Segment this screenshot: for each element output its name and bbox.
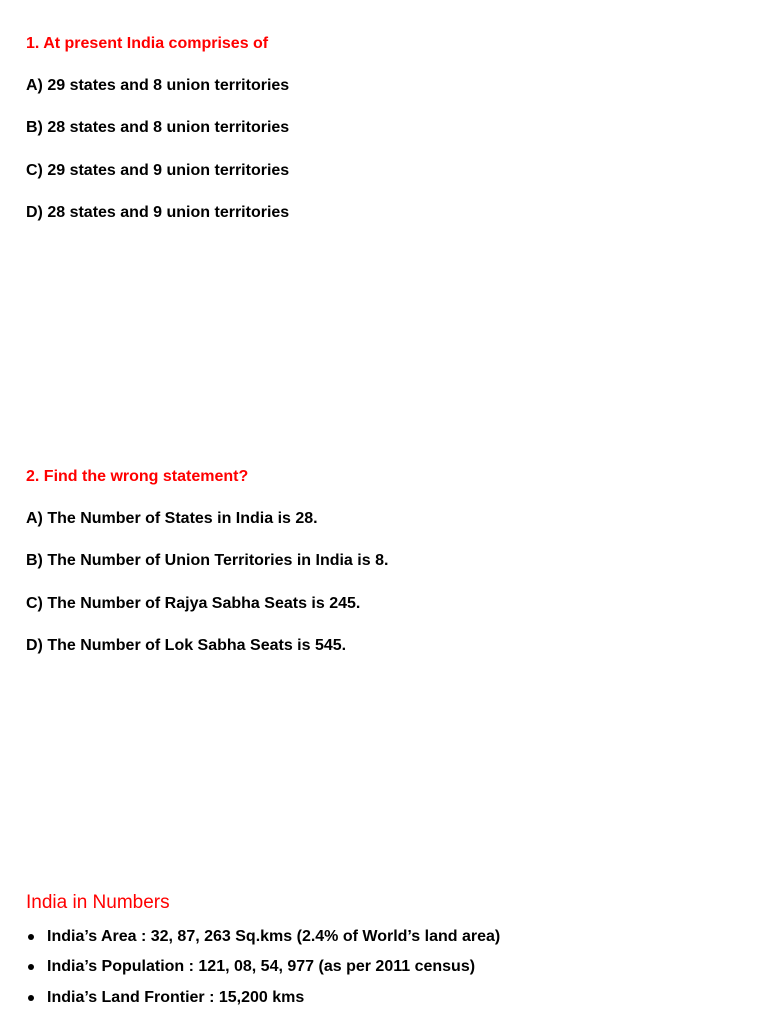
numbers-list-item (26, 957, 475, 977)
numbers-item-land-frontier: India’s Land Frontier : 15,200 kms (47, 989, 305, 1006)
bullet-icon (28, 934, 34, 940)
question-1-option-a: A) 29 states and 8 union territories (26, 77, 290, 94)
question-1-title: 1. At present India comprises of (26, 35, 269, 52)
question-2-option-a: A) The Number of States in India is 28. (26, 510, 318, 527)
question-2-title: 2. Find the wrong statement? (26, 468, 249, 485)
numbers-list-item (26, 988, 304, 1008)
question-1-option-b: B) 28 states and 8 union territories (26, 119, 290, 136)
question-2-option-c: C) The Number of Rajya Sabha Seats is 245. (26, 595, 361, 612)
bullet-icon (28, 964, 34, 970)
question-2-option-b: B) The Number of Union Territories in India is 8. (26, 552, 389, 569)
question-1-option-c: C) 29 states and 9 union territories (26, 162, 290, 179)
question-2-option-d: D) The Number of Lok Sabha Seats is 545. (26, 637, 347, 654)
question-1-option-d: D) 28 states and 9 union territories (26, 204, 290, 221)
section-heading-india-in-numbers: India in Numbers (26, 892, 170, 913)
numbers-list-item (26, 927, 500, 947)
bullet-icon (28, 995, 34, 1001)
numbers-item-population: India’s Population : 121, 08, 54, 977 (as per 2011 census) (47, 958, 476, 975)
numbers-item-area: India’s Area : 32, 87, 263 Sq.kms (2.4% of World’s land area) (47, 928, 501, 945)
